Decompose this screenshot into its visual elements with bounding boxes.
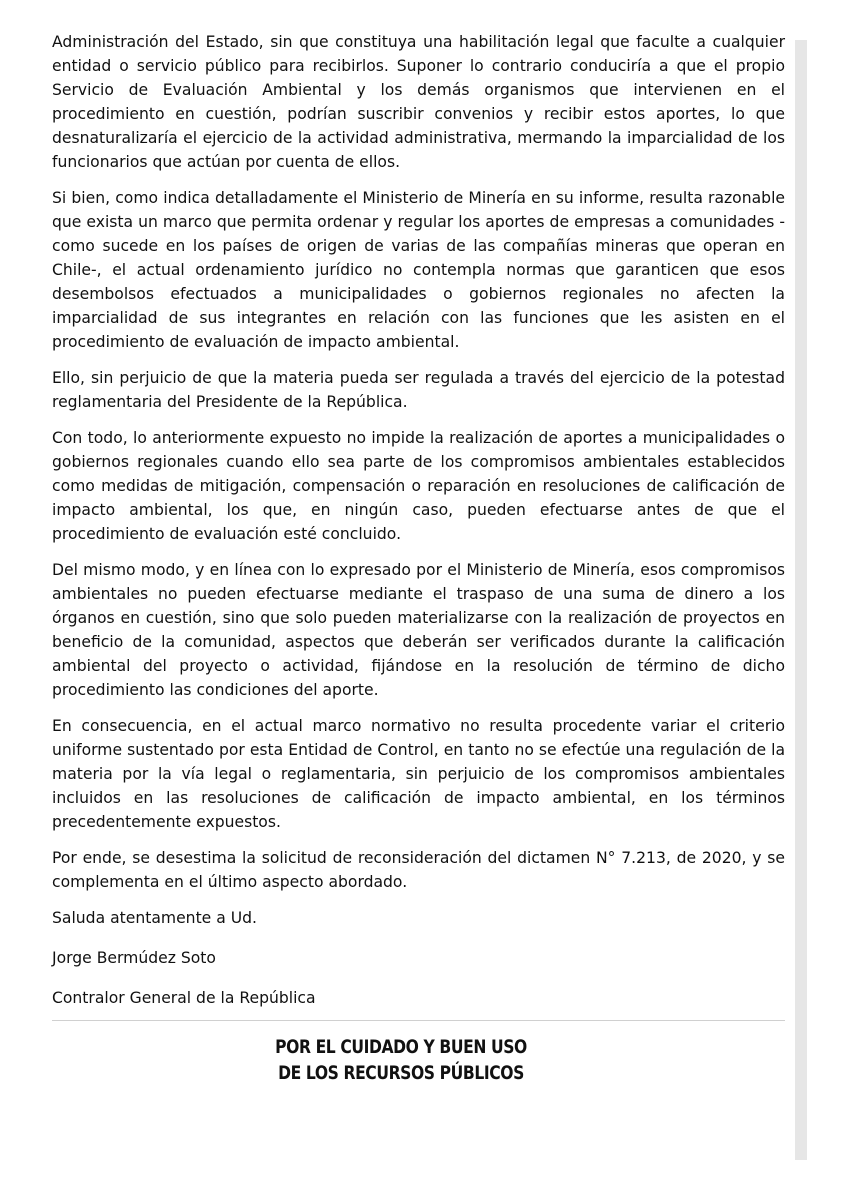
paragraph-3: Ello, sin perjuicio de que la materia pueda ser regulada a través del ejercicio de la potestad reglamentaria del Presidente de la República. bbox=[52, 369, 785, 411]
paragraph-6: En consecuencia, en el actual marco normativo no resulta procedente variar el criterio uniforme sustentado por esta Entidad de Control, en tanto no se efectúe una regulación de la materia por la vía legal o reglamentaria, sin perjuicio de los compromisos ambientales incluidos en las resoluciones de calificación de impacto ambiental, en los términos precedentemente expuestos. bbox=[52, 717, 785, 831]
slogan-line-1: POR EL CUIDADO Y BUEN USO bbox=[275, 1036, 527, 1058]
signer-title: Contralor General de la República bbox=[52, 989, 316, 1007]
paragraph-1: Administración del Estado, sin que constituya una habilitación legal que faculte a cualquier entidad o servicio público para recibirlos. Suponer lo contrario conduciría a que el propio Servicio de Evaluación Ambiental y los demás organismos que intervienen en el procedimiento en cuestión, podrían suscribir convenios y recibir estos aportes, lo que desnaturalizaría el ejercicio de la actividad administrativa, mermando la imparcialidad de los funcionarios que actúan por cuenta de ellos. bbox=[52, 33, 785, 171]
slogan-line-2: DE LOS RECURSOS PÚBLICOS bbox=[278, 1062, 524, 1084]
signature-block bbox=[52, 906, 785, 1010]
signer-name: Jorge Bermúdez Soto bbox=[52, 949, 216, 967]
paragraph-4: Con todo, lo anteriormente expuesto no impide la realización de aportes a municipalidades o gobiernos regionales cuando ello sea parte de los compromisos ambientales establecidos como medidas de mitigación, compensación o reparación en resoluciones de calificación de impacto ambiental, los que, en ningún caso, pueden efectuarse antes de que el procedimiento de evaluación esté concluido. bbox=[52, 429, 785, 543]
document-body bbox=[52, 30, 785, 1026]
vertical-scrollbar[interactable] bbox=[795, 40, 807, 1160]
closing-line: Saluda atentamente a Ud. bbox=[52, 909, 258, 927]
paragraph-2: Si bien, como indica detalladamente el Ministerio de Minería en su informe, resulta razonable que exista un marco que permita ordenar y regular los aportes de empresas a comunidades -como sucede en los países de origen de varias de las compañías mineras que operan en Chile-, el actual ordenamiento jurídico no contempla normas que garanticen que esos desembolsos efectuados a municipalidades o gobiernos regionales no afecten la imparcialidad de sus integrantes en relación con las funciones que les asisten en el procedimiento de evaluación de impacto ambiental. bbox=[52, 189, 785, 351]
footer-divider bbox=[52, 1020, 785, 1021]
paragraph-7: Por ende, se desestima la solicitud de reconsideración del dictamen N° 7.213, de 2020, y se complementa en el último aspecto abordado. bbox=[52, 849, 785, 891]
footer-slogan bbox=[75, 1034, 727, 1086]
paragraph-5: Del mismo modo, y en línea con lo expresado por el Ministerio de Minería, esos compromisos ambientales no pueden efectuarse mediante el traspaso de una suma de dinero a los órganos en cuestión, sino que solo pueden materializarse con la realización de proyectos en beneficio de la comunidad, aspectos que deberán ser verificados durante la calificación ambiental del proyecto o actividad, fijándose en la resolución de término de dicho procedimiento las condiciones del aporte. bbox=[52, 561, 785, 699]
